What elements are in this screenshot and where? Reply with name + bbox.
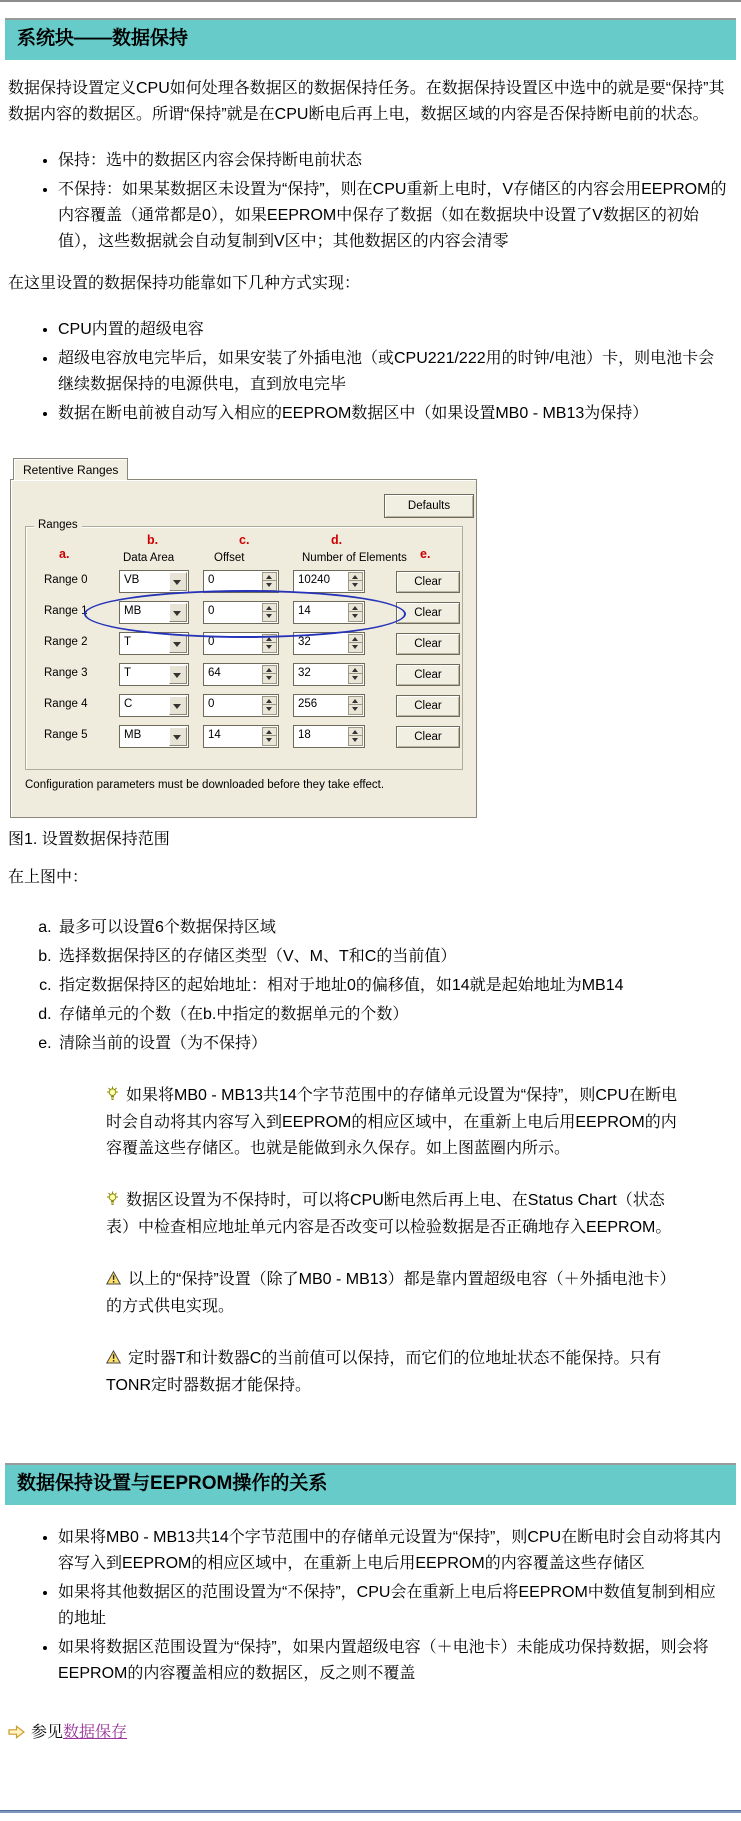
methods-bullet-list <box>0 317 727 427</box>
retentive-ranges-dialog <box>10 479 477 818</box>
right-arrow-icon <box>8 1725 25 1744</box>
stepper-value: 256 <box>298 697 318 710</box>
warning-text: 以上的“保持”设置（除了MB0 - MB13）都是靠内置超级电容（＋外插电池卡）的方式供电实现。 <box>106 1270 676 1315</box>
table-row-range-5 <box>26 725 462 747</box>
page-top-rule <box>0 0 741 2</box>
spinner-arrows-icon[interactable] <box>262 696 277 715</box>
list-item: e. 清除当前的设置（为不保持） <box>56 1031 727 1057</box>
warning-note <box>106 1346 681 1399</box>
methods-paragraph: 在这里设置的数据保持功能靠如下几种方式实现： <box>8 274 361 292</box>
combo-value: MB <box>124 604 142 617</box>
spinner-arrows-icon[interactable] <box>262 665 277 684</box>
table-row-range-2 <box>26 632 462 654</box>
range-label: Range 0 <box>44 573 88 586</box>
list-item: • 如果将MB0 - MB13共14个字节范围中的存储单元设置为“保持”，则CPU在断电时会自动将其内容写入到EEPROM的相应区域中，在重新上电后用EEPROM的内容覆盖这些存储区 <box>58 1525 727 1577</box>
elements-stepper[interactable] <box>293 725 365 748</box>
annotation-list <box>0 915 727 1057</box>
table-row-range-3 <box>26 663 462 685</box>
spinner-arrows-icon[interactable] <box>348 696 363 715</box>
stepper-value: 10240 <box>298 573 330 586</box>
column-header-elements: Number of Elements <box>302 551 407 564</box>
data-area-select[interactable] <box>119 601 189 624</box>
retentive-ranges-figure <box>10 457 477 818</box>
dialog-footer-note: Configuration parameters must be downloaded before they take effect. <box>25 778 385 791</box>
warning-triangle-icon <box>106 1347 121 1373</box>
spinner-arrows-icon[interactable] <box>262 603 277 622</box>
elements-stepper[interactable] <box>293 570 365 593</box>
data-area-select[interactable] <box>119 570 189 593</box>
see-also <box>8 1719 741 1744</box>
clear-button[interactable]: Clear <box>396 695 460 717</box>
spinner-arrows-icon[interactable] <box>348 727 363 746</box>
figure-caption: 图1. 设置数据保持范围 <box>8 830 170 848</box>
spinner-arrows-icon[interactable] <box>262 634 277 653</box>
marker-b: b. <box>147 532 159 547</box>
combo-value: T <box>124 666 132 679</box>
data-area-select[interactable] <box>119 632 189 655</box>
combo-value: MB <box>124 728 142 741</box>
tab-retentive-ranges[interactable]: Retentive Ranges <box>13 458 128 480</box>
offset-stepper[interactable] <box>203 663 279 686</box>
range-label: Range 5 <box>44 728 88 741</box>
list-item: • 不保持：如果某数据区未设置为“保持”，则在CPU重新上电时，V存储区的内容会用EEPROM的内容覆盖（通常都是0），如果EEPROM中保存了数据（如在数据块中设置了V数据区的初始值），这些数据就会自动复制到V区中；其他数据区的内容会清零 <box>58 177 727 255</box>
offset-stepper[interactable] <box>203 601 279 624</box>
data-save-link[interactable]: 数据保存 <box>63 1723 128 1741</box>
defaults-button[interactable]: Defaults <box>384 494 474 518</box>
marker-e: e. <box>420 546 431 561</box>
spinner-arrows-icon[interactable] <box>348 572 363 591</box>
column-header-offset: Offset <box>214 551 245 564</box>
section-header-eeprom-relation: 数据保持设置与EEPROM操作的关系 <box>5 1463 736 1505</box>
data-area-select[interactable] <box>119 725 189 748</box>
combo-value: C <box>124 697 133 710</box>
column-header-data-area: Data Area <box>123 551 175 564</box>
clear-button[interactable]: Clear <box>396 602 460 624</box>
warning-text: 定时器T和计数器C的当前值可以保持，而它们的位地址状态不能保持。只有TONR定时器数据才能保持。 <box>106 1349 662 1394</box>
warning-triangle-icon <box>106 1268 121 1294</box>
list-item: • 超级电容放电完毕后，如果安装了外插电池（或CPU221/222用的时钟/电池）卡，则电池卡会继续数据保持的电源供电，直到放电完毕 <box>58 346 727 398</box>
stepper-value: 32 <box>298 666 311 679</box>
list-item: c. 指定数据保持区的起始地址：相对于地址0的偏移值，如14就是起始地址为MB14 <box>56 973 727 999</box>
list-item: • 保持：选中的数据区内容会保持断电前状态 <box>58 148 727 174</box>
marker-d: d. <box>331 532 343 547</box>
elements-stepper[interactable] <box>293 663 365 686</box>
marker-a: a. <box>59 546 70 561</box>
stepper-value: 0 <box>208 573 215 586</box>
clear-button[interactable]: Clear <box>396 571 460 593</box>
tip-text: 数据区设置为不保持时，可以将CPU断电然后再上电、在Status Chart（状态表）中检查相应地址单元内容是否改变可以检验数据是否正确地存入EEPROM。 <box>106 1191 672 1236</box>
spinner-arrows-icon[interactable] <box>348 603 363 622</box>
table-row-range-0 <box>26 570 462 592</box>
stepper-value: 0 <box>208 697 215 710</box>
lightbulb-icon <box>106 1084 119 1110</box>
clear-button[interactable]: Clear <box>396 633 460 655</box>
elements-stepper[interactable] <box>293 694 365 717</box>
marker-c: c. <box>239 532 250 547</box>
range-label: Range 3 <box>44 666 88 679</box>
clear-button[interactable]: Clear <box>396 726 460 748</box>
table-row-range-1 <box>26 601 462 623</box>
spinner-arrows-icon[interactable] <box>262 727 277 746</box>
page-bottom-rule <box>0 1810 741 1813</box>
list-item: • CPU内置的超级电容 <box>58 317 727 343</box>
combo-value: VB <box>124 573 140 586</box>
list-item: • 如果将其他数据区的范围设置为“不保持”，CPU会在重新上电后将EEPROM中数值复制到相应的地址 <box>58 1580 727 1632</box>
dropdown-arrow-icon[interactable] <box>169 727 187 746</box>
elements-stepper[interactable] <box>293 632 365 655</box>
offset-stepper[interactable] <box>203 632 279 655</box>
table-row-range-4 <box>26 694 462 716</box>
stepper-value: 18 <box>298 728 311 741</box>
dropdown-arrow-icon[interactable] <box>169 665 187 684</box>
offset-stepper[interactable] <box>203 570 279 593</box>
tip-text: 如果将MB0 - MB13共14个字节范围中的存储单元设置为“保持”，则CPU在断电时会自动将其内容写入到EEPROM的相应区域中，在重新上电后用EEPROM的内容覆盖这些存储区。也就是能做到永久保存。如上图蓝圈内所示。 <box>106 1086 678 1157</box>
stepper-value: 14 <box>208 728 221 741</box>
intro-paragraph: 数据保持设置定义CPU如何处理各数据区的数据保持任务。在数据保持设置区中选中的就是要“保持”其数据内容的数据区。所谓“保持”就是在CPU断电后再上电，数据区域的内容是否保持断电前的状态。 <box>8 79 725 123</box>
spinner-arrows-icon[interactable] <box>262 572 277 591</box>
stepper-value: 14 <box>298 604 311 617</box>
stepper-value: 64 <box>208 666 221 679</box>
section-header-data-retention: 系统块——数据保持 <box>5 18 736 60</box>
figure-intro: 在上图中： <box>8 868 89 886</box>
stepper-value: 0 <box>208 635 215 648</box>
warning-note <box>106 1267 681 1320</box>
dropdown-arrow-icon[interactable] <box>169 603 187 622</box>
list-item: a. 最多可以设置6个数据保持区域 <box>56 915 727 941</box>
data-area-select[interactable] <box>119 694 189 717</box>
eeprom-bullet-list <box>0 1525 727 1687</box>
list-item: d. 存储单元的个数（在b.中指定的数据单元的个数） <box>56 1002 727 1028</box>
range-label: Range 2 <box>44 635 88 648</box>
see-also-prefix: 参见 <box>31 1723 64 1741</box>
retain-bullet-list <box>0 148 727 255</box>
range-label: Range 4 <box>44 697 88 710</box>
stepper-value: 32 <box>298 635 311 648</box>
offset-stepper[interactable] <box>203 694 279 717</box>
tip-note <box>106 1188 681 1241</box>
clear-button[interactable]: Clear <box>396 664 460 686</box>
ranges-groupbox <box>25 518 463 770</box>
stepper-value: 0 <box>208 604 215 617</box>
list-item: b. 选择数据保持区的存储区类型（V、M、T和C的当前值） <box>56 944 727 970</box>
spinner-arrows-icon[interactable] <box>348 665 363 684</box>
spinner-arrows-icon[interactable] <box>348 634 363 653</box>
dropdown-arrow-icon[interactable] <box>169 572 187 591</box>
tip-note <box>106 1083 681 1162</box>
dropdown-arrow-icon[interactable] <box>169 696 187 715</box>
ranges-group-label: Ranges <box>34 519 82 531</box>
data-area-select[interactable] <box>119 663 189 686</box>
list-item: • 如果将数据区范围设置为“保持”，如果内置超级电容（＋电池卡）未能成功保持数据，则会将EEPROM的内容覆盖相应的数据区，反之则不覆盖 <box>58 1635 727 1687</box>
list-item: • 数据在断电前被自动写入相应的EEPROM数据区中（如果设置MB0 - MB13为保持） <box>58 401 727 427</box>
elements-stepper[interactable] <box>293 601 365 624</box>
dropdown-arrow-icon[interactable] <box>169 634 187 653</box>
offset-stepper[interactable] <box>203 725 279 748</box>
combo-value: T <box>124 635 132 648</box>
range-label: Range 1 <box>44 604 88 617</box>
lightbulb-icon <box>106 1189 119 1215</box>
